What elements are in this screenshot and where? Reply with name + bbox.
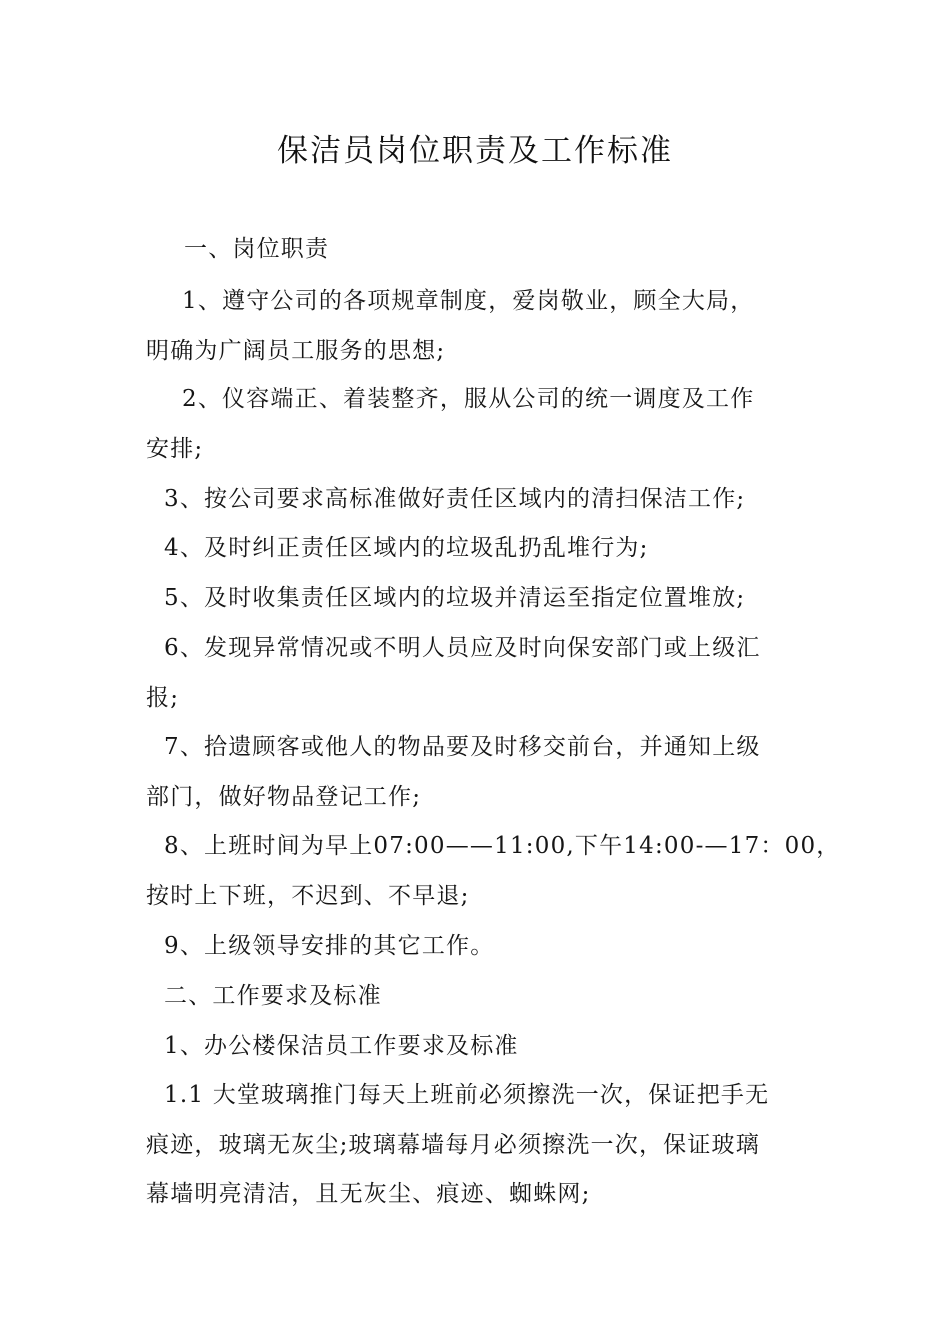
duty-7-line-2: 部门，做好物品登记工作; xyxy=(146,784,422,810)
standard-1-1-line-2: 痕迹，玻璃无灰尘;玻璃幕墙每月必须擦洗一次，保证玻璃 xyxy=(146,1132,760,1158)
subsection-heading-office-cleaner: 1、办公楼保洁员工作要求及标准 xyxy=(164,1033,519,1059)
duty-7-line-1: 7、拾遗顾客或他人的物品要及时移交前台，并通知上级 xyxy=(164,734,761,760)
duty-3: 3、按公司要求高标准做好责任区域内的清扫保洁工作; xyxy=(164,486,746,512)
duty-6-line-2: 报; xyxy=(146,685,180,711)
duty-5: 5、及时收集责任区域内的垃圾并清运至指定位置堆放; xyxy=(164,585,746,611)
section-heading-duties: 一、岗位职责 xyxy=(184,236,330,262)
duty-8-line-1: 8、上班时间为早上07:00——11:00,下午14:00-—17：00， xyxy=(164,833,841,859)
section-heading-standards: 二、工作要求及标准 xyxy=(164,983,382,1009)
duty-1-line-1: 1、遵守公司的各项规章制度，爱岗敬业，顾全大局， xyxy=(182,288,755,314)
document-title: 保洁员岗位职责及工作标准 xyxy=(277,133,673,169)
standard-1-1-line-3: 幕墙明亮清洁，且无灰尘、痕迹、蜘蛛网; xyxy=(146,1181,591,1207)
duty-9: 9、上级领导安排的其它工作。 xyxy=(164,933,495,959)
duty-4: 4、及时纠正责任区域内的垃圾乱扔乱堆行为; xyxy=(164,535,649,561)
duty-2-line-2: 安排; xyxy=(146,436,204,462)
duty-1-line-2: 明确为广阔员工服务的思想; xyxy=(146,338,446,364)
duty-2-line-1: 2、仪容端正、着装整齐，服从公司的统一调度及工作 xyxy=(182,386,755,412)
duty-8-line-2: 按时上下班，不迟到、不早退; xyxy=(146,883,470,909)
standard-1-1-line-1: 1.1 大堂玻璃推门每天上班前必须擦洗一次，保证把手无 xyxy=(164,1082,770,1108)
duty-6-line-1: 6、发现异常情况或不明人员应及时向保安部门或上级汇 xyxy=(164,635,761,661)
